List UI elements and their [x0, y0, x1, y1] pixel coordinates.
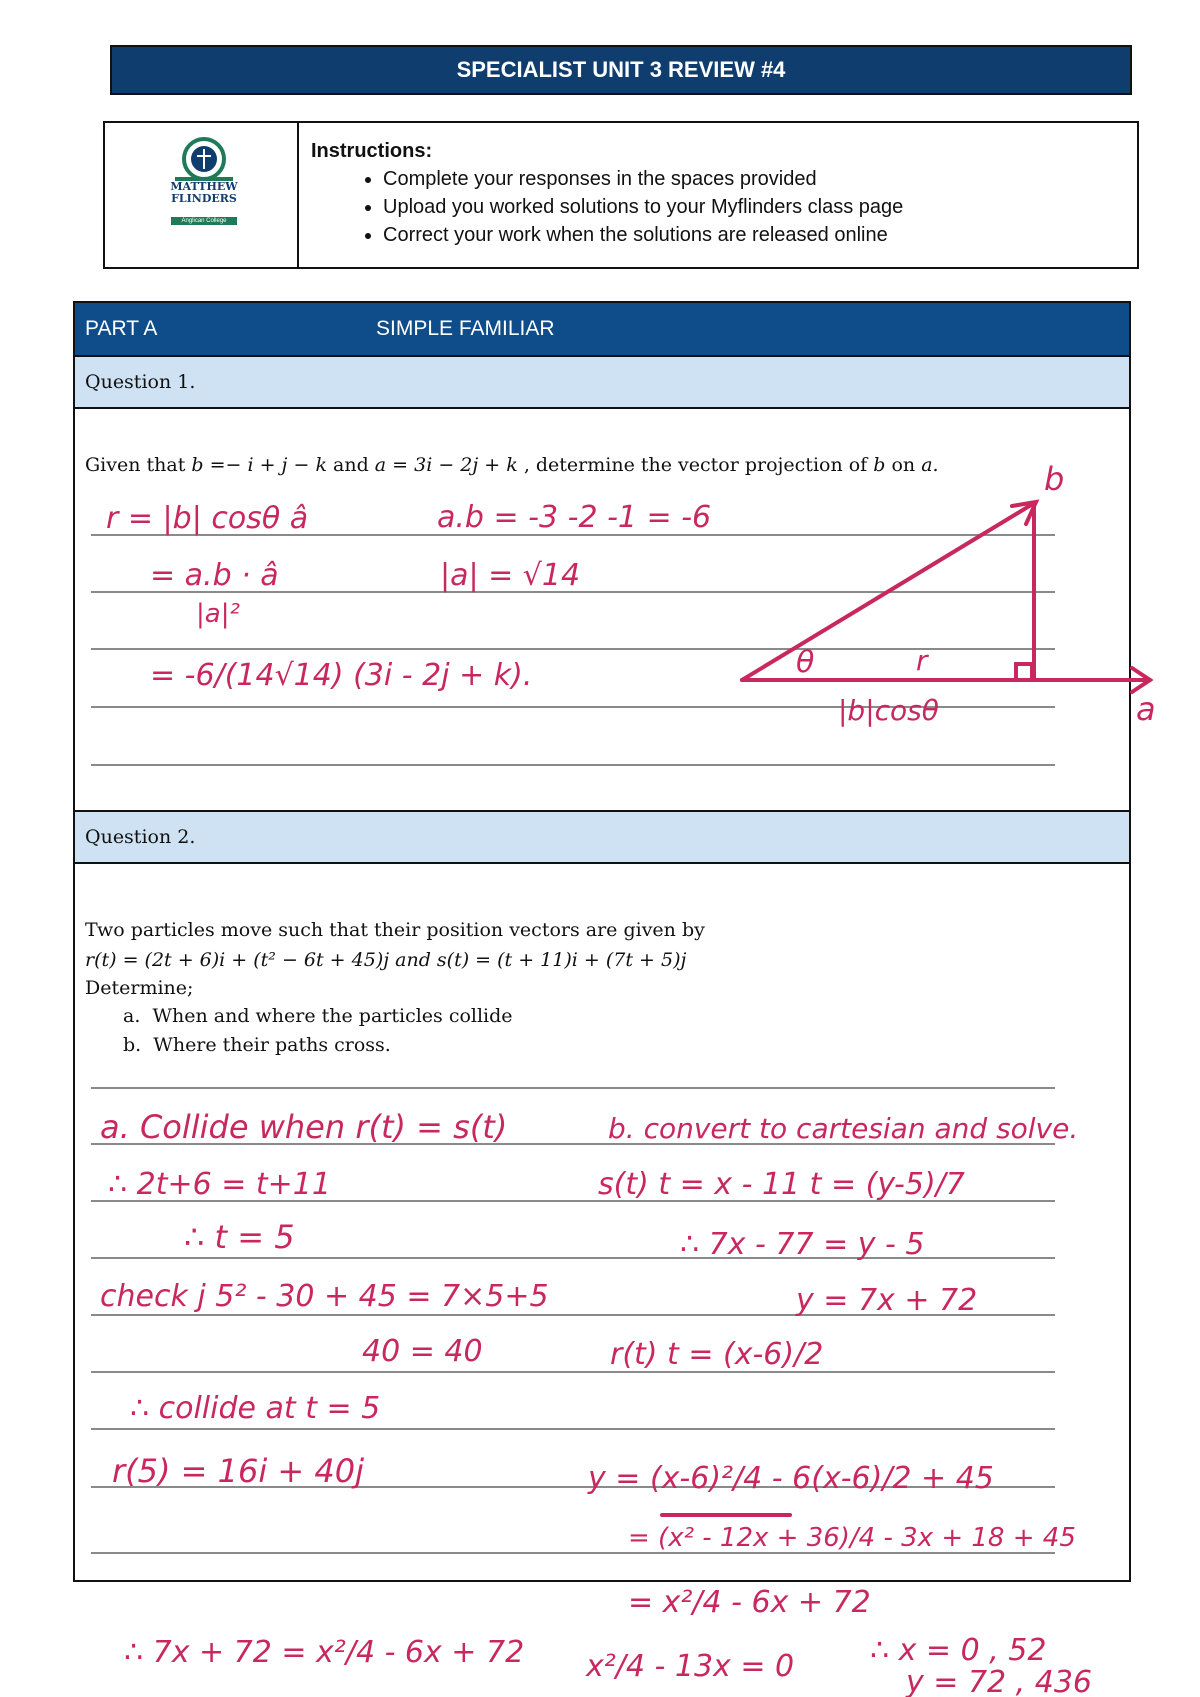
hw-diagram-r: r	[916, 644, 928, 677]
hw-q2-c2: x²/4 - 13x = 0	[586, 1649, 795, 1684]
logo-line-1: MATTHEW	[170, 180, 238, 193]
hw-q2-a3: ∴ t = 5	[184, 1218, 295, 1256]
instruction-item: • Upload you worked solutions to your Myflinders class page	[383, 193, 903, 221]
hw-q1-line3: = -6/(14√14) (3i - 2j + k).	[150, 658, 533, 693]
hw-q2-a2: ∴ 2t+6 = t+11	[108, 1167, 331, 1202]
hw-q2-b8: = x²/4 - 6x + 72	[628, 1585, 871, 1620]
hw-q2-b2: s(t) t = x - 11 t = (y-5)/7	[598, 1167, 965, 1202]
hw-q2-b3: ∴ 7x - 77 = y - 5	[680, 1227, 925, 1262]
right-angle-mark	[1016, 664, 1032, 680]
logo-line-2: FLINDERS	[171, 192, 237, 205]
hw-q2-a6: ∴ collide at t = 5	[130, 1391, 381, 1426]
hw-q2-b7: = (x² - 12x + 36)/4 - 3x + 18 + 45	[628, 1523, 1076, 1553]
hw-q2-b6: y = (x-6)²/4 - 6(x-6)/2 + 45	[588, 1461, 994, 1496]
question-2-equation: r(t) = (2t + 6)i + (t² − 6t + 45)j and s(t) = (t + 11)i + (7t + 5)j	[85, 949, 687, 971]
hw-q2-a5: 40 = 40	[362, 1334, 483, 1369]
part-category: SIMPLE FAMILIAR	[376, 317, 555, 340]
hw-diagram-b: b	[1044, 460, 1065, 498]
hw-diagram-base: |b|cosθ	[838, 694, 939, 727]
hw-q1-line1a: r = |b| cosθ â	[106, 501, 309, 536]
instruction-item: • Complete your responses in the spaces provided	[383, 165, 903, 193]
question-2-part-a: a. When and where the particles collide	[123, 1005, 513, 1027]
hw-q2-c3: ∴ x = 0 , 52	[870, 1633, 1047, 1668]
hw-q2-a7: r(5) = 16i + 40j	[112, 1452, 365, 1490]
hw-q1-line2a: = a.b · â	[150, 558, 279, 593]
hw-q2-b5: r(t) t = (x-6)/2	[610, 1337, 824, 1372]
hw-q1-line2a-den: |a|²	[196, 599, 240, 629]
question-2-part-b: b. Where their paths cross.	[123, 1034, 391, 1056]
part-label: PART A	[85, 317, 158, 340]
question-1-label: Question 1.	[85, 371, 196, 393]
question-2-intro: Two particles move such that their position vectors are given by	[85, 919, 705, 941]
logo-line-3: Anglican College	[181, 218, 227, 224]
instruction-item: • Correct your work when the solutions are released online	[383, 221, 903, 249]
hw-q1-line1b: a.b = -3 -2 -1 = -6	[437, 500, 712, 535]
vector-b-line	[742, 502, 1036, 680]
hw-q2-b4: y = 7x + 72	[796, 1283, 978, 1318]
hw-q2-c4: y = 72 , 436	[906, 1665, 1093, 1697]
hw-diagram-a: a	[1136, 690, 1156, 728]
instructions-heading: Instructions:	[311, 140, 433, 162]
hw-q2-c1: ∴ 7x + 72 = x²/4 - 6x + 72	[124, 1635, 525, 1670]
page-title: SPECIALIST UNIT 3 REVIEW #4	[456, 57, 786, 82]
hw-q1-line2b: |a| = √14	[440, 558, 581, 593]
hw-q2-a1: a. Collide when r(t) = s(t)	[100, 1108, 508, 1146]
hw-q2-b1: b. convert to cartesian and solve.	[608, 1112, 1079, 1145]
question-2-label: Question 2.	[85, 826, 196, 848]
question-1-prompt: Given that b =− i + j − k and a = 3i − 2j + k , determine the vector projection of b on a.	[85, 454, 939, 476]
hw-diagram-theta: θ	[796, 645, 815, 680]
question-2-determine: Determine;	[85, 977, 194, 999]
hw-q2-a4: check j 5² - 30 + 45 = 7×5+5	[100, 1279, 549, 1314]
